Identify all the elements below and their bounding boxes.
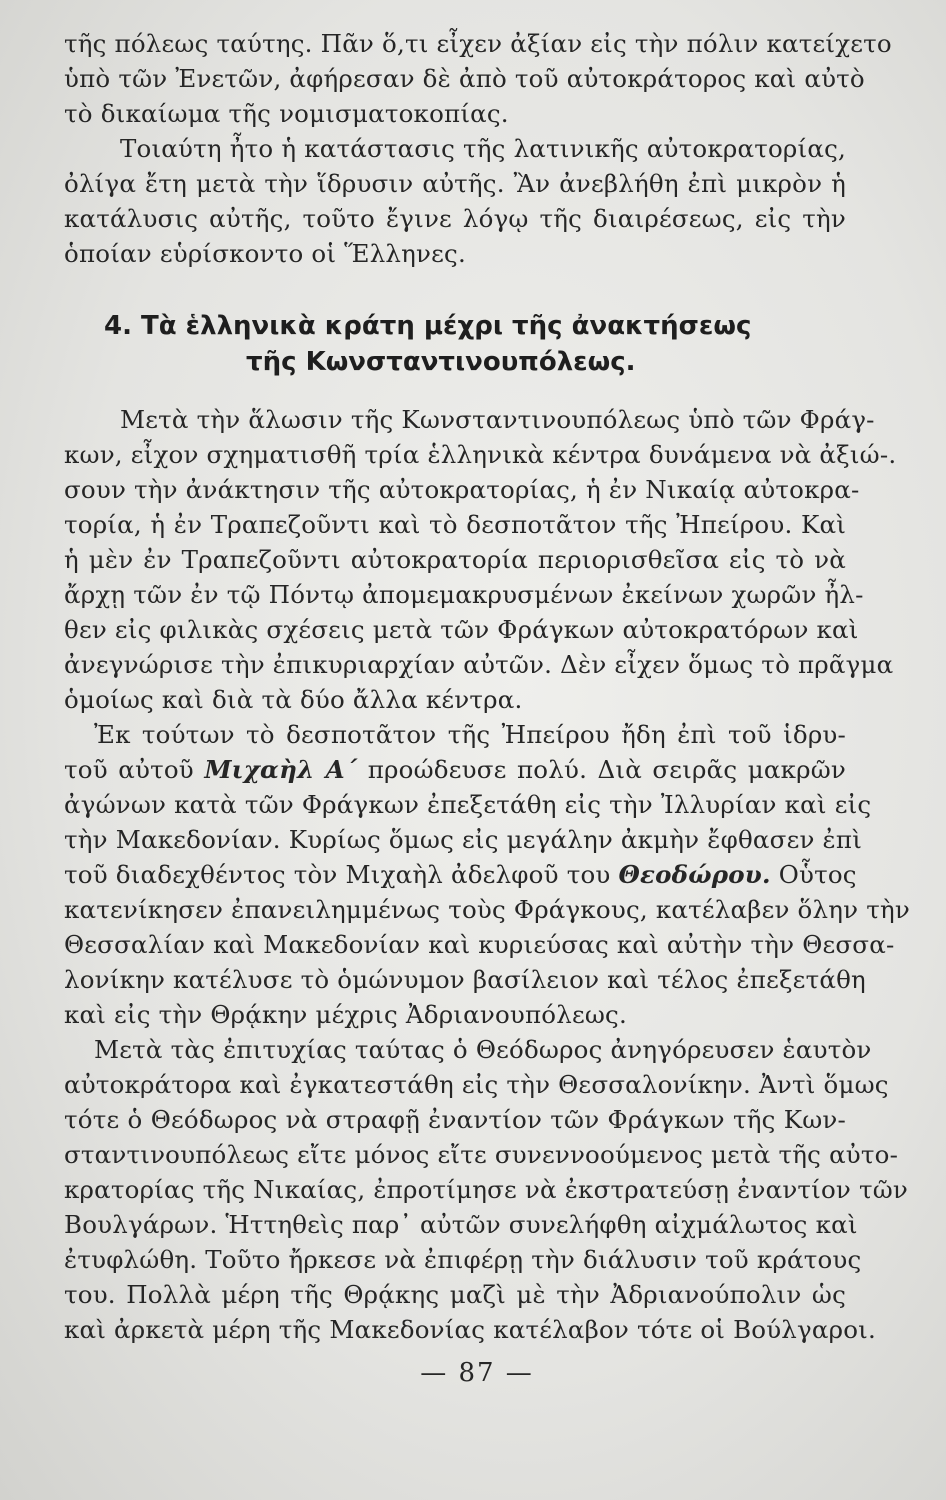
text-line: ὁποίαν εὑρίσκοντο οἱ Ἕλληνες. xyxy=(64,239,466,268)
text-line: κων, εἶχον σχηματισθῆ τρία ἑλληνικὰ κέντρα δυνάμενα νὰ ἀξιώ-. xyxy=(64,440,897,469)
text-fragment: τοῦ αὐτοῦ xyxy=(64,755,205,784)
section-heading xyxy=(100,308,800,380)
text-line: θεν εἰς φιλικὰς σχέσεις μετὰ τῶν Φράγκων αὐτοκρατόρων καὶ xyxy=(64,615,859,644)
page-number: — 87 — xyxy=(420,1358,534,1388)
text-line: σταντινουπόλεως εἴτε μόνος εἴτε συνεννοούμενος μετὰ τῆς αὐτο- xyxy=(64,1140,899,1169)
text-line: τὴν Μακεδονίαν. Κυρίως ὅμως εἰς μεγάλην ἀκμὴν ἔφθασεν ἐπὶ xyxy=(64,825,863,854)
text-line: κατάλυσις αὐτῆς, τοῦτο ἔγινε λόγῳ τῆς διαιρέσεως, εἰς τὴν xyxy=(64,204,846,233)
text-line: Μετὰ τὰς ἐπιτυχίας ταύτας ὁ Θεόδωρος ἀνηγόρευσεν ἑαυτὸν xyxy=(94,1035,872,1064)
section-heading-line-1: 4. Τὰ ἑλληνικὰ κράτη μέχρι τῆς ἀνακτήσεως xyxy=(104,311,752,341)
text-line: ὑπὸ τῶν Ἐνετῶν, ἀφήρεσαν δὲ ἀπὸ τοῦ αὐτοκράτορος καὶ αὐτὸ xyxy=(64,64,865,93)
top-paragraph xyxy=(64,26,892,271)
text-line: Θεσσαλίαν καὶ Μακεδονίαν καὶ κυριεύσας καὶ αὐτὴν τὴν Θεσσα- xyxy=(64,930,895,959)
text-line: καὶ εἰς τὴν Θρᾴκην μέχρις Ἀδριανουπόλεως. xyxy=(64,1000,627,1029)
text-line: ἡ μὲν ἐν Τραπεζοῦντι αὐτοκρατορία περιορισθεῖσα εἰς τὸ νὰ xyxy=(64,545,846,574)
text-line xyxy=(64,752,846,787)
text-line: κατενίκησεν ἐπανειλημμένως τοὺς Φράγκους, κατέλαβεν ὅλην τὴν xyxy=(64,895,910,924)
text-line: Τοιαύτη ἦτο ἡ κατάστασις τῆς λατινικῆς αὐτοκρατορίας, xyxy=(120,134,846,163)
text-line: τότε ὁ Θεόδωρος νὰ στραφῇ ἐναντίον τῶν Φράγκων τῆς Κων- xyxy=(64,1105,846,1134)
text-line: ὁμοίως καὶ διὰ τὰ δύο ἄλλα κέντρα. xyxy=(64,685,523,714)
text-line: αὐτοκράτορα καὶ ἐγκατεστάθη εἰς τὴν Θεσσαλονίκην. Ἀντὶ ὅμως xyxy=(64,1070,889,1099)
name-michael: Μιχαὴλ Α΄ xyxy=(204,755,358,784)
text-fragment: Οὗτος xyxy=(770,860,857,889)
text-line: Βουλγάρων. Ἡττηθεὶς παρ᾿ αὐτῶν συνελήφθη αἰχμάλωτος καὶ xyxy=(64,1210,858,1239)
text-line: τῆς πόλεως ταύτης. Πᾶν ὅ,τι εἶχεν ἀξίαν εἰς τὴν πόλιν κατείχετο xyxy=(64,29,892,58)
text-line: του. Πολλὰ μέρη τῆς Θρᾴκης μαζὶ μὲ τὴν Ἀδριανούπολιν ὡς xyxy=(64,1280,846,1309)
text-line: Μετὰ τὴν ἅλωσιν τῆς Κωνσταντινουπόλεως ὑπὸ τῶν Φράγ- xyxy=(120,405,875,434)
text-line: λονίκην κατέλυσε τὸ ὁμώνυμον βασίλειον καὶ τέλος ἐπεξετάθη xyxy=(64,965,866,994)
text-line: ἀγώνων κατὰ τῶν Φράγκων ἐπεξετάθη εἰς τὴν Ἰλλυρίαν καὶ εἰς xyxy=(64,790,872,819)
text-line: καὶ ἀρκετὰ μέρη τῆς Μακεδονίας κατέλαβον τότε οἱ Βούλγαροι. xyxy=(64,1315,876,1344)
text-line xyxy=(64,857,857,892)
text-line: Ἐκ τούτων τὸ δεσποτᾶτον τῆς Ἠπείρου ἤδη ἐπὶ τοῦ ἱδρυ- xyxy=(94,720,846,749)
text-line: τὸ δικαίωμα τῆς νομισματοκοπίας. xyxy=(64,99,509,128)
text-line: ὀλίγα ἔτη μετὰ τὴν ἵδρυσιν αὐτῆς. Ἂν ἀνεβλήθη ἐπὶ μικρὸν ἡ xyxy=(64,169,846,198)
text-fragment: τοῦ διαδεχθέντος τὸν Μιχαὴλ ἀδελφοῦ του xyxy=(64,860,619,889)
main-text xyxy=(64,402,910,1347)
text-fragment: προώδευσε πολύ. Διὰ σειρᾶς μακρῶν xyxy=(357,755,846,784)
text-line: ἄρχῃ τῶν ἐν τῷ Πόντῳ ἀπομεμακρυσμένων ἐκείνων χωρῶν ἦλ- xyxy=(64,580,864,609)
name-theodore: Θεοδώρου. xyxy=(618,860,771,889)
text-line: ἐτυφλώθη. Τοῦτο ἤρκεσε νὰ ἐπιφέρῃ τὴν διάλυσιν τοῦ κράτους xyxy=(64,1245,862,1274)
text-line: κρατορίας τῆς Νικαίας, ἐπροτίμησε νὰ ἐκστρατεύσῃ ἐναντίον τῶν xyxy=(64,1175,909,1204)
text-line: σουν τὴν ἀνάκτησιν τῆς αὐτοκρατορίας, ἡ ἐν Νικαίᾳ αὐτοκρα- xyxy=(64,475,860,504)
text-line: τορία, ἡ ἐν Τραπεζοῦντι καὶ τὸ δεσποτᾶτον τῆς Ἠπείρου. Καὶ xyxy=(64,510,846,539)
text-line: ἀνεγνώρισε τὴν ἐπικυριαρχίαν αὐτῶν. Δὲν εἶχεν ὅμως τὸ πρᾶγμα xyxy=(64,650,894,679)
section-heading-line-2: τῆς Κωνσταντινουπόλεως. xyxy=(246,347,636,377)
